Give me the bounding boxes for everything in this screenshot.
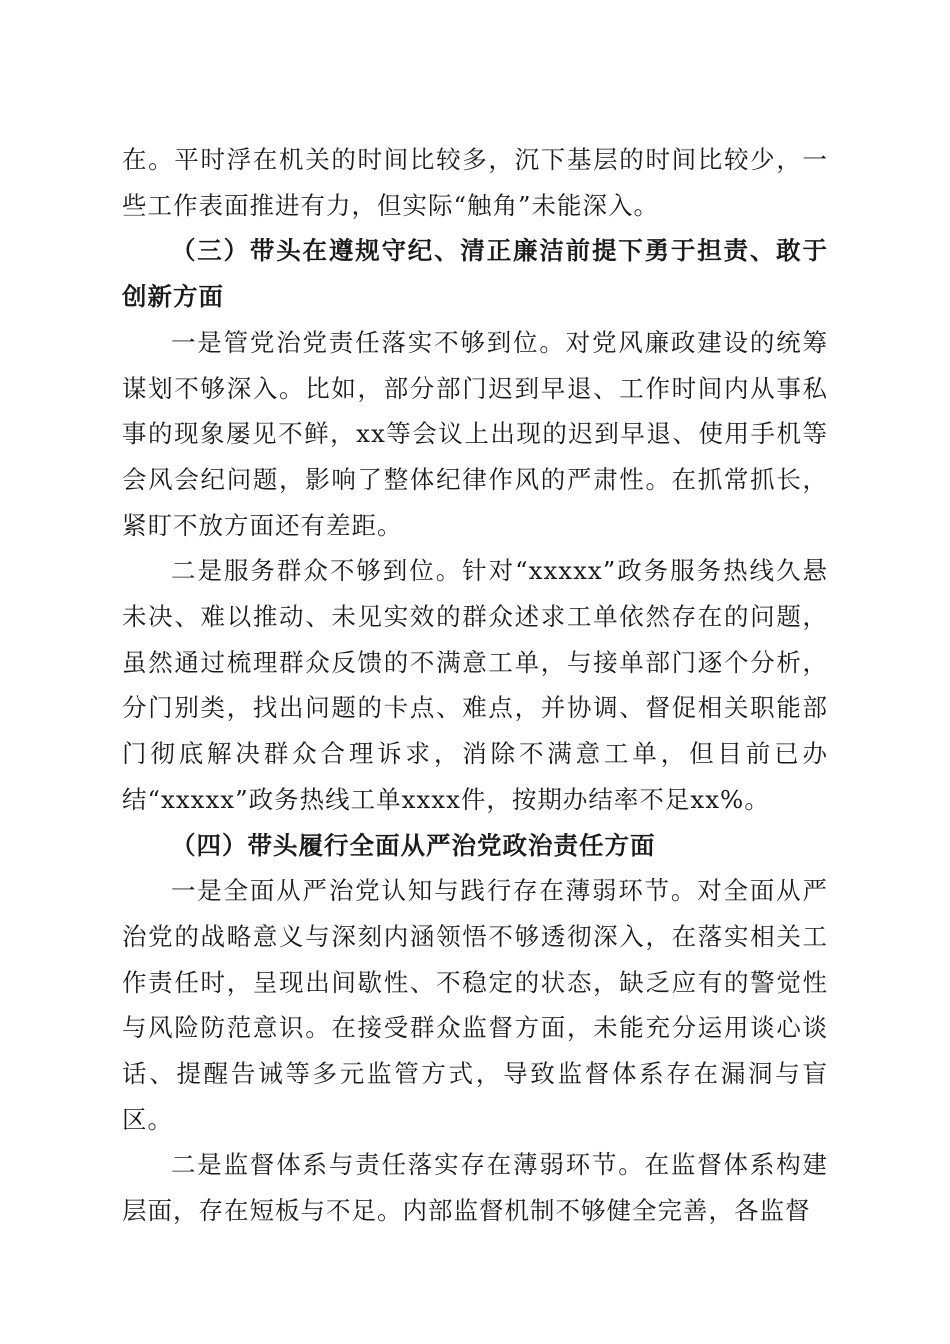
- paragraph-continuation: 在。平时浮在机关的时间比较多，沉下基层的时间比较少，一些工作表面推进有力，但实际“触角”未能深入。: [122, 145, 828, 220]
- section-heading-four: （四）带头履行全面从严治党政治责任方面: [171, 830, 656, 860]
- paragraph-strict-governance: 一是全面从严治党认知与践行存在薄弱环节。对全面从严治党的战略意义与深刻内涵领悟不够透彻深入，在落实相关工作责任时，呈现出间歇性、不稳定的状态，缺乏应有的警觉性与风险防范意识。在接受群众监督方面，未能充分运用谈心谈话、提醒告诫等多元监管方式，导致监督体系存在漏洞与盲区。: [122, 876, 828, 1134]
- section-heading-three: （三）带头在遵规守纪、清正廉洁前提下勇于担责、敢于创新方面: [122, 236, 828, 312]
- paragraph-supervision-system: 二是监督体系与责任落实存在薄弱环节。在监督体系构建层面，存在短板与不足。内部监督机制不够健全完善，各监督: [122, 1150, 828, 1226]
- document-body: [122, 137, 828, 1234]
- paragraph-party-responsibility: 一是管党治党责任落实不够到位。对党风廉政建设的统筹谋划不够深入。比如，部分部门迟到早退、工作时间内从事私事的现象屡见不鲜，xx等会议上出现的迟到早退、使用手机等会风会纪问题，影响了整体纪律作风的严肃性。在抓常抓长，紧盯不放方面还有差距。: [122, 327, 828, 540]
- paragraph-serving-masses: 二是服务群众不够到位。针对“xxxxx”政务服务热线久悬未决、难以推动、未见实效的群众述求工单依然存在的问题，虽然通过梳理群众反馈的不满意工单，与接单部门逐个分析，分门别类，找出问题的卡点、难点，并协调、督促相关职能部门彻底解决群众合理诉求，消除不满意工单，但目前已办结“xxxxx”政务热线工单xxxx件，按期办结率不足xx%。: [122, 556, 828, 814]
